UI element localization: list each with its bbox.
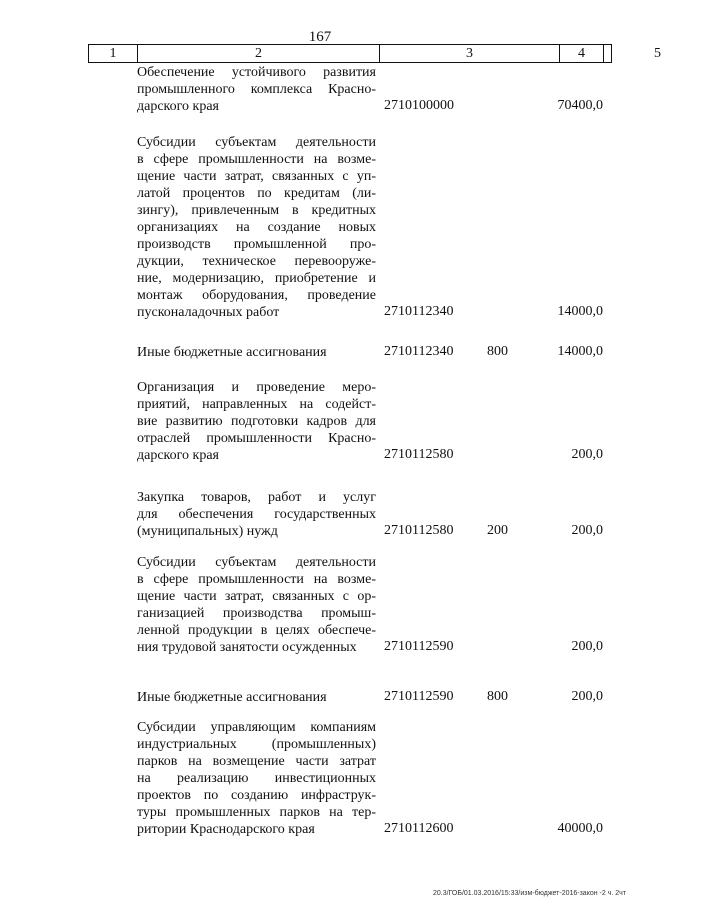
- description-line: Субсидии управляющим компаниям: [137, 720, 376, 735]
- header-col-1: 1: [89, 45, 138, 62]
- description-line: вие развитию подготовки кадров для: [137, 414, 376, 429]
- row-description: [137, 134, 376, 321]
- description-line: дарского края: [137, 448, 219, 463]
- row-code: 2710112590: [384, 639, 454, 654]
- description-line: щение части затрат, связанных с ор-: [137, 589, 376, 604]
- description-line: в сфере промышленности на возме-: [137, 572, 376, 587]
- row-code: 2710100000: [384, 98, 454, 113]
- description-line: ния трудовой занятости осужденных: [137, 640, 357, 655]
- row-description: [137, 719, 376, 838]
- description-line: ритории Краснодарского края: [137, 822, 315, 837]
- description-line: Обеспечение устойчивого развития: [137, 65, 376, 80]
- row-amount: 200,0: [571, 689, 603, 704]
- row-code: 2710112580: [384, 523, 454, 538]
- description-line: производств промышленной про-: [137, 237, 376, 252]
- description-line: в сфере промышленности на возме-: [137, 152, 376, 167]
- description-line: Иные бюджетные ассигнования: [137, 345, 327, 360]
- row-code: 2710112600: [384, 821, 454, 836]
- description-line: индустриальных (промышленных): [137, 737, 376, 752]
- row-kind: 800: [487, 689, 508, 704]
- header-col-3: 3: [380, 45, 560, 62]
- description-line: пусконаладочных работ: [137, 305, 280, 320]
- row-amount: 14000,0: [557, 304, 603, 319]
- description-line: (муниципальных) нужд: [137, 524, 278, 539]
- row-amount: 200,0: [571, 523, 603, 538]
- description-line: латой процентов по кредитам (ли-: [137, 186, 376, 201]
- row-amount: 40000,0: [557, 821, 603, 836]
- description-line: ние, модернизацию, приобретение и: [137, 271, 376, 286]
- row-amount: 200,0: [571, 447, 603, 462]
- row-code: 2710112590: [384, 689, 454, 704]
- row-amount: 14000,0: [557, 344, 603, 359]
- description-line: организациях на создание новых: [137, 220, 376, 235]
- row-amount: 70400,0: [557, 98, 603, 113]
- document-footer: 20.3/ГОБ/01.03.2016/15:33/изм-бюджет-2016-закон -2 ч. 2чт: [432, 890, 626, 897]
- row-description: [137, 489, 376, 540]
- header-col-2: 2: [138, 45, 380, 62]
- description-line: Закупка товаров, работ и услуг: [137, 490, 376, 505]
- description-line: монтаж оборудования, проведение: [137, 288, 376, 303]
- row-code: 2710112580: [384, 447, 454, 462]
- description-line: дукции, техническое перевооруже-: [137, 254, 376, 269]
- description-line: туры промышленных парков на тер-: [137, 805, 376, 820]
- description-line: Организация и проведение меро-: [137, 380, 376, 395]
- header-col-5: 5: [654, 46, 661, 61]
- description-line: зингу), привлеченным в кредитных: [137, 203, 376, 218]
- row-code: 2710112340: [384, 344, 454, 359]
- description-line: Субсидии субъектам деятельности: [137, 135, 376, 150]
- description-line: промышленного комплекса Красно-: [137, 82, 376, 97]
- header-col-4: 4: [560, 45, 604, 62]
- page-number: 167: [308, 29, 332, 45]
- description-line: ленной продукции в целях обеспече-: [137, 623, 376, 638]
- description-line: парков на возмещение части затрат: [137, 754, 376, 769]
- description-line: Субсидии субъектам деятельности: [137, 555, 376, 570]
- row-description: [137, 64, 376, 115]
- description-line: ганизацией производства промыш-: [137, 606, 376, 621]
- description-line: отраслей промышленности Красно-: [137, 431, 376, 446]
- row-description: [137, 344, 376, 361]
- table-header-row: [88, 44, 661, 63]
- row-kind: 800: [487, 344, 508, 359]
- row-code: 2710112340: [384, 304, 454, 319]
- row-description: [137, 379, 376, 464]
- description-line: Иные бюджетные ассигнования: [137, 690, 327, 705]
- description-line: щение части затрат, связанных с уп-: [137, 169, 376, 184]
- description-line: проектов по созданию инфраструк-: [137, 788, 376, 803]
- row-amount: 200,0: [571, 639, 603, 654]
- row-kind: 200: [487, 523, 508, 538]
- description-line: дарского края: [137, 99, 219, 114]
- description-line: приятий, направленных на содейст-: [137, 397, 376, 412]
- description-line: для обеспечения государственных: [137, 507, 376, 522]
- row-description: [137, 689, 376, 706]
- row-description: [137, 554, 376, 656]
- description-line: на реализацию инвестиционных: [137, 771, 376, 786]
